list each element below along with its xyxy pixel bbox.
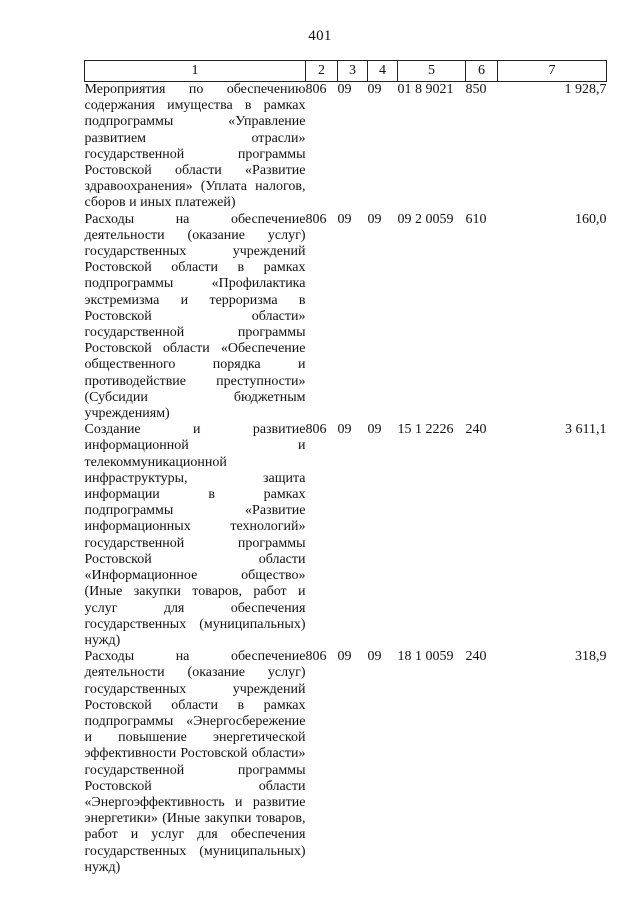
row-code-subsection: 09 xyxy=(367,82,382,97)
table-header-row xyxy=(85,61,607,82)
row-code-section: 09 xyxy=(337,422,352,438)
row-code-ministry: 806 xyxy=(305,211,327,227)
row-code-expense-type: 610 xyxy=(465,211,487,227)
row-amount: 318,9 xyxy=(575,649,607,665)
row-code-subsection: 09 xyxy=(367,649,382,665)
row-code-target: 01 8 9021 xyxy=(397,82,454,97)
column-header-5: 5 xyxy=(398,61,466,82)
row-code-section: 09 xyxy=(337,211,352,227)
row-description: Расходы на обеспечение деятельности (оказание услуг) государственных учреждений Ростовской области в рамках подпрограммы «Энергосбережение и повышение энергетической эффективности Ростовской области» государственной программы Ростовской области «Энергоэффективность и развитие энергетики» (Иные закупки товаров, работ и услуг для обеспечения государственных (муниципальных) нужд) xyxy=(84,649,306,875)
column-header-4: 4 xyxy=(368,61,398,82)
column-header-1: 1 xyxy=(85,61,306,82)
column-header-6: 6 xyxy=(466,61,498,82)
budget-table xyxy=(84,60,607,876)
row-code-expense-type: 240 xyxy=(465,649,487,665)
row-code-section: 09 xyxy=(337,649,352,665)
row-code-ministry: 806 xyxy=(305,422,327,438)
row-code-expense-type: 240 xyxy=(465,422,487,438)
row-code-section: 09 xyxy=(337,82,352,97)
column-header-2: 2 xyxy=(306,61,338,82)
row-amount: 1 928,7 xyxy=(564,82,607,97)
row-description: Создание и развитие информационной и телекоммуникационной инфраструктуры, защита информации в рамках подпрограммы «Развитие информационных технологий» государственной программы Ростовской области «Информационное общество» (Иные закупки товаров, работ и услуг для обеспечения государственных (муниципальных) нужд) xyxy=(84,422,306,648)
table-row xyxy=(85,82,607,212)
row-code-ministry: 806 xyxy=(305,649,327,665)
row-code-ministry: 806 xyxy=(305,82,327,97)
row-code-subsection: 09 xyxy=(367,211,382,227)
column-header-7: 7 xyxy=(498,61,607,82)
table-row xyxy=(85,649,607,876)
row-amount: 160,0 xyxy=(575,211,607,227)
row-description: Расходы на обеспечение деятельности (оказание услуг) государственных учреждений Ростовской области в рамках подпрограммы «Профилактика экстремизма и терроризма в Ростовской области» государственной программы Ростовской области «Обеспечение общественного порядка и противодействие преступности» (Субсидии бюджетным учреждениям) xyxy=(84,211,306,422)
row-code-target: 09 2 0059 xyxy=(397,211,454,227)
row-code-target: 15 1 2226 xyxy=(397,422,454,438)
row-code-subsection: 09 xyxy=(367,422,382,438)
row-code-expense-type: 850 xyxy=(465,82,487,97)
column-header-3: 3 xyxy=(338,61,368,82)
row-amount: 3 611,1 xyxy=(565,422,607,438)
row-description: Мероприятия по обеспечению содержания имущества в рамках подпрограммы «Управление развитием отрасли» государственной программы Ростовской области «Развитие здравоохранения» (Уплата налогов, сборов и иных платежей) xyxy=(84,82,306,211)
table-row xyxy=(85,422,607,649)
table-row xyxy=(85,212,607,423)
page-number: 401 xyxy=(308,28,332,44)
row-code-target: 18 1 0059 xyxy=(397,649,454,665)
